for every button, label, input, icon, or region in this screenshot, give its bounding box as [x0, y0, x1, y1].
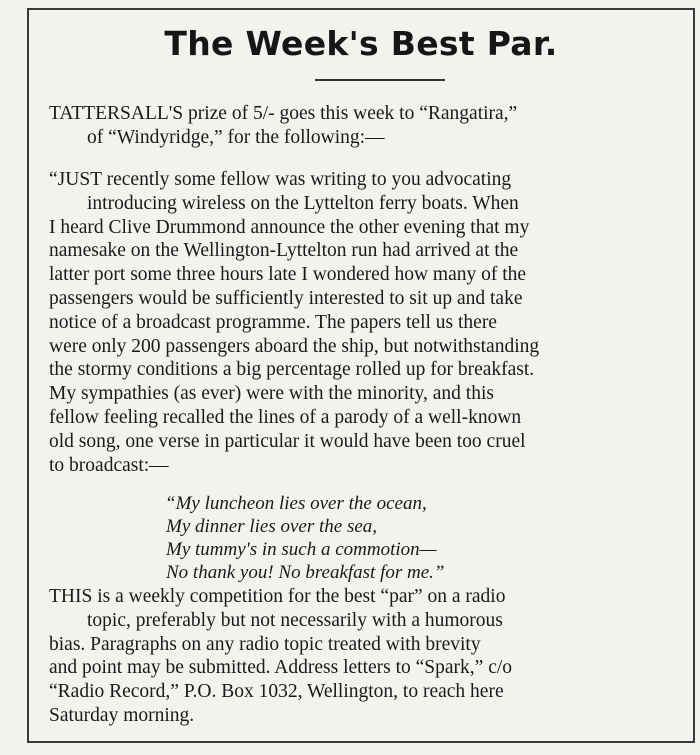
letter-line: latter port some three hours late I wondered how many of the — [49, 264, 527, 286]
poem-line: My tummy's in such a commotion— — [166, 539, 437, 560]
notice-line: THIS is a weekly competition for the best “par” on a radio — [49, 586, 506, 607]
letter-line: the stormy conditions a big percentage rolled up for breakfast. — [49, 359, 535, 381]
letter-line: passengers would be sufficiently interested to sit up and take — [49, 287, 523, 309]
notice-line: Saturday morning. — [49, 704, 195, 726]
letter-line: were only 200 passengers aboard the ship, but notwithstanding — [49, 335, 540, 357]
letter-paragraph — [49, 168, 674, 477]
notice-line: bias. Paragraphs on any radio topic treated with brevity — [49, 633, 481, 655]
intro-line: of “Windyridge,” for the following:— — [87, 126, 385, 148]
letter-line: namesake on the Wellington-Lyttelton run had arrived at the — [49, 240, 519, 262]
letter-line: to broadcast:— — [49, 454, 169, 476]
poem-verse — [165, 492, 444, 584]
letter-line: notice of a broadcast programme. The papers tell us there — [49, 311, 497, 333]
poem-line: My dinner lies over the sea, — [166, 516, 378, 537]
intro-paragraph — [49, 102, 674, 150]
letter-line: “JUST recently some fellow was writing to you advocating — [49, 169, 512, 190]
notice-line: and point may be submitted. Address letters to “Spark,” c/o — [49, 657, 513, 679]
letter-line: old song, one verse in particular it would have been too cruel — [49, 430, 526, 452]
intro-line: TATTERSALL'S prize of 5/- goes this week to “Rangatira,” — [49, 103, 518, 124]
title-underline — [315, 79, 445, 81]
poem-line: “My luncheon lies over the ocean, — [165, 493, 427, 514]
letter-line: I heard Clive Drummond announce the other evening that my — [49, 216, 530, 238]
notice-line: topic, preferably but not necessarily with a humorous — [87, 609, 503, 631]
poem-line: No thank you! No breakfast for me.” — [166, 562, 445, 583]
article-title: The Week's Best Par. — [164, 24, 558, 63]
letter-line: introducing wireless on the Lyttelton ferry boats. When — [87, 192, 519, 214]
letter-line: My sympathies (as ever) were with the minority, and this — [49, 383, 494, 405]
competition-notice — [49, 585, 674, 728]
letter-line: fellow feeling recalled the lines of a parody of a well-known — [49, 406, 522, 428]
notice-line: “Radio Record,” P.O. Box 1032, Wellington, to reach here — [49, 681, 504, 703]
article-frame — [27, 8, 695, 743]
